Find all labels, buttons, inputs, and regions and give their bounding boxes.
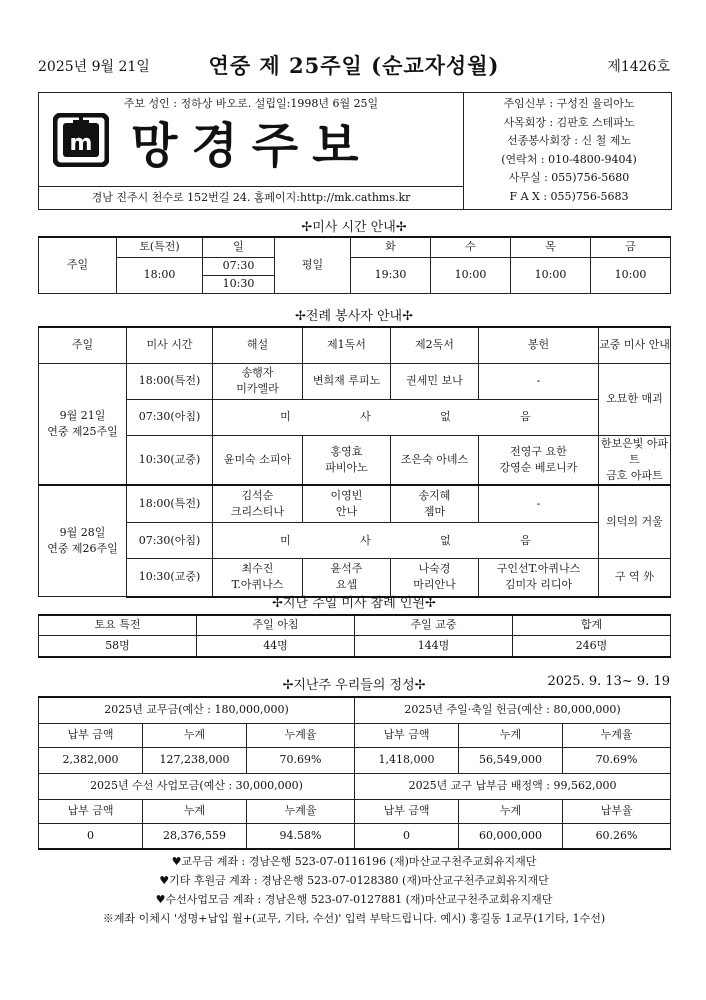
- offering-header: 누계: [459, 723, 563, 747]
- offering-value: 60.26%: [563, 823, 671, 849]
- attendance-header: 주일 아침: [197, 615, 355, 635]
- col-header: 제2독서: [391, 327, 479, 363]
- contact-line: 사무실 : 055)756-5680: [508, 171, 630, 185]
- week-cell: [39, 485, 127, 597]
- mass-time: 18:00(특전): [127, 485, 213, 523]
- servers-title: ✢전례 봉사자 안내✢: [295, 309, 413, 324]
- parish-logo-icon: [53, 113, 109, 167]
- attendance-value: 246명: [513, 635, 671, 657]
- top-bar: [38, 50, 670, 84]
- week-cell: [39, 363, 127, 485]
- offering-block-title: 2025년 주일·축일 헌금(예산 : 80,000,000): [355, 697, 671, 723]
- weekday-header: 금: [591, 237, 671, 257]
- commentator: 최수진 T.아퀴나스: [213, 559, 303, 597]
- page-title: 연중 제 25주일 (순교자성월): [208, 53, 500, 78]
- attendance-title: ✢지난 주일 미사 참례 인원✢: [272, 596, 436, 611]
- bank-accounts: [38, 852, 670, 928]
- servers-table: [38, 326, 671, 598]
- commentator: 윤미숙 소피아: [213, 435, 303, 485]
- contact-list: [469, 95, 669, 207]
- parish-address: 경남 진주시 천수로 152번길 24. 홈페이지:http://mk.cathms.kr: [39, 186, 463, 209]
- logo-letter: m: [69, 131, 93, 156]
- transfer-note: ※계좌 이체시 '성명+납입 월+(교무, 기타, 수선)' 입력 부탁드립니다. 예시) 홍길동 1교무(1기타, 1수선): [102, 912, 606, 925]
- mass-time: 07:30(아침): [127, 399, 213, 435]
- weekday-time: 19:30: [351, 257, 431, 293]
- offerings-title-row: [38, 674, 670, 693]
- offering-block-title: 2025년 교무금(예산 : 180,000,000): [39, 697, 355, 723]
- contact-line: 사목회장 : 김판호 스테파노: [503, 115, 635, 129]
- offering: -: [479, 363, 599, 399]
- account-line: ♥교무금 계좌 : 경남은행 523-07-0116196 (재)마산교구천주교회유지재단: [171, 855, 537, 868]
- offering-header: 누계: [143, 799, 247, 823]
- bulletin-name: 망경주보: [131, 118, 373, 174]
- reader-1: 윤석주 요셉: [303, 559, 391, 597]
- sun-time: 07:30: [203, 257, 275, 275]
- offering-header: 납부 금액: [355, 723, 459, 747]
- week-date: 9월 21일: [59, 408, 106, 422]
- attendance-header: 주일 교중: [355, 615, 513, 635]
- reader-2: 나숙경 마리안나: [391, 559, 479, 597]
- sun-time: 10:30: [203, 275, 275, 293]
- week-date: 9월 28일: [59, 525, 106, 539]
- commentator: 송행자 미카엘라: [213, 363, 303, 399]
- contact-line: F A X : 055)756-5683: [509, 189, 629, 203]
- sat-vigil-header: 토(특전): [117, 237, 203, 257]
- offering-value: 70.69%: [247, 747, 355, 773]
- offering-header: 납부 금액: [39, 799, 143, 823]
- sat-time: 18:00: [117, 257, 203, 293]
- reader-1: 변희재 루피노: [303, 363, 391, 399]
- week-name: 연중 제25주일: [47, 424, 118, 438]
- col-header: 제1독서: [303, 327, 391, 363]
- offering-value: 56,549,000: [459, 747, 563, 773]
- weekday-header: 목: [511, 237, 591, 257]
- weekday-time: 10:00: [431, 257, 511, 293]
- contact-line: (연락처 : 010-4800-9404): [501, 152, 637, 166]
- offering-value: 2,382,000: [39, 747, 143, 773]
- mass-guide: 오묘한 매괴: [599, 363, 671, 435]
- masthead: [38, 92, 672, 210]
- col-header: 교중 미사 안내: [599, 327, 671, 363]
- commentator: 김석순 크리스티나: [213, 485, 303, 523]
- weekday-label: 평일: [275, 237, 351, 293]
- offering: 전영구 요한 강영순 베로니카: [479, 435, 599, 485]
- offering-value: 60,000,000: [459, 823, 563, 849]
- weekday-header: 화: [351, 237, 431, 257]
- sunday-label: 주일: [39, 237, 117, 293]
- offering-header: 누계: [143, 723, 247, 747]
- reader-2: 조은숙 아녜스: [391, 435, 479, 485]
- reader-1: 홍영효 파비아노: [303, 435, 391, 485]
- mass-times-table: [38, 236, 671, 294]
- no-mass-notice: 미 사 없 음: [213, 399, 599, 435]
- col-header: 주일: [39, 327, 127, 363]
- reader-2: 송지혜 젬마: [391, 485, 479, 523]
- weekday-time: 10:00: [511, 257, 591, 293]
- mass-time: 07:30(아침): [127, 523, 213, 559]
- offering-block-title: 2025년 교구 납부금 배정액 : 99,562,000: [355, 773, 671, 799]
- reader-2: 권세민 보나: [391, 363, 479, 399]
- attendance-table: [38, 614, 671, 658]
- contact-line: 선종봉사회장 : 신 철 제노: [507, 134, 631, 148]
- masthead-left: [39, 93, 464, 209]
- offering-block-title: 2025년 수선 사업모금(예산 : 30,000,000): [39, 773, 355, 799]
- offerings-title: ✢지난주 우리들의 정성✢: [282, 678, 426, 693]
- offering-header: 누계율: [563, 723, 671, 747]
- contact-line: 주임신부 : 구성진 율리아노: [503, 97, 635, 110]
- offering-header: 납부 금액: [355, 799, 459, 823]
- offering-value: 94.58%: [247, 823, 355, 849]
- week-name: 연중 제26주일: [47, 541, 118, 555]
- offering-value: 0: [355, 823, 459, 849]
- weekday-time: 10:00: [591, 257, 671, 293]
- mass-time: 10:30(교중): [127, 559, 213, 597]
- mass-times-title: ✢미사 시간 안내✢: [301, 220, 407, 235]
- offering-value: 1,418,000: [355, 747, 459, 773]
- offering-value: 0: [39, 823, 143, 849]
- sunday-header: 일: [203, 237, 275, 257]
- issue-date: 2025년 9월 21일: [38, 59, 150, 75]
- offering: 구인선T.아퀴나스 김미자 리디아: [479, 559, 599, 597]
- offering-value: 28,376,559: [143, 823, 247, 849]
- attendance-header: 토요 특전: [39, 615, 197, 635]
- offering-header: 납부 금액: [39, 723, 143, 747]
- attendance-value: 144명: [355, 635, 513, 657]
- col-header: 미사 시간: [127, 327, 213, 363]
- mass-time: 18:00(특전): [127, 363, 213, 399]
- offering: -: [479, 485, 599, 523]
- no-mass-notice: 미 사 없 음: [213, 523, 599, 559]
- account-line: ♥기타 후원금 계좌 : 경남은행 523-07-0128380 (재)마산교구천주교회유지재단: [159, 874, 549, 887]
- reader-1: 이영빈 안나: [303, 485, 391, 523]
- mass-guide: 구 역 外: [599, 559, 671, 597]
- offerings-period: 2025. 9. 13~ 9. 19: [547, 674, 670, 689]
- account-line: ♥수선사업모금 계좌 : 경남은행 523-07-0127881 (재)마산교구천주교회유지재단: [155, 893, 553, 906]
- issue-number: 제1426호: [607, 59, 670, 75]
- offering-header: 누계율: [247, 723, 355, 747]
- offerings-table: [38, 696, 671, 850]
- attendance-value: 58명: [39, 635, 197, 657]
- col-header: 해설: [213, 327, 303, 363]
- mass-guide: 한보은빛 아파트 금호 아파트: [599, 435, 671, 485]
- attendance-value: 44명: [197, 635, 355, 657]
- offering-header: 납부율: [563, 799, 671, 823]
- weekday-header: 수: [431, 237, 511, 257]
- mass-time: 10:30(교중): [127, 435, 213, 485]
- founder-line: 주보 성인 : 정하상 바오로. 설립일:1998년 6월 25일: [123, 97, 379, 110]
- offering-value: 70.69%: [563, 747, 671, 773]
- attendance-header: 합계: [513, 615, 671, 635]
- offering-header: 누계율: [247, 799, 355, 823]
- offering-value: 127,238,000: [143, 747, 247, 773]
- offering-header: 누계: [459, 799, 563, 823]
- mass-guide: 의덕의 거울: [599, 485, 671, 559]
- col-header: 봉헌: [479, 327, 599, 363]
